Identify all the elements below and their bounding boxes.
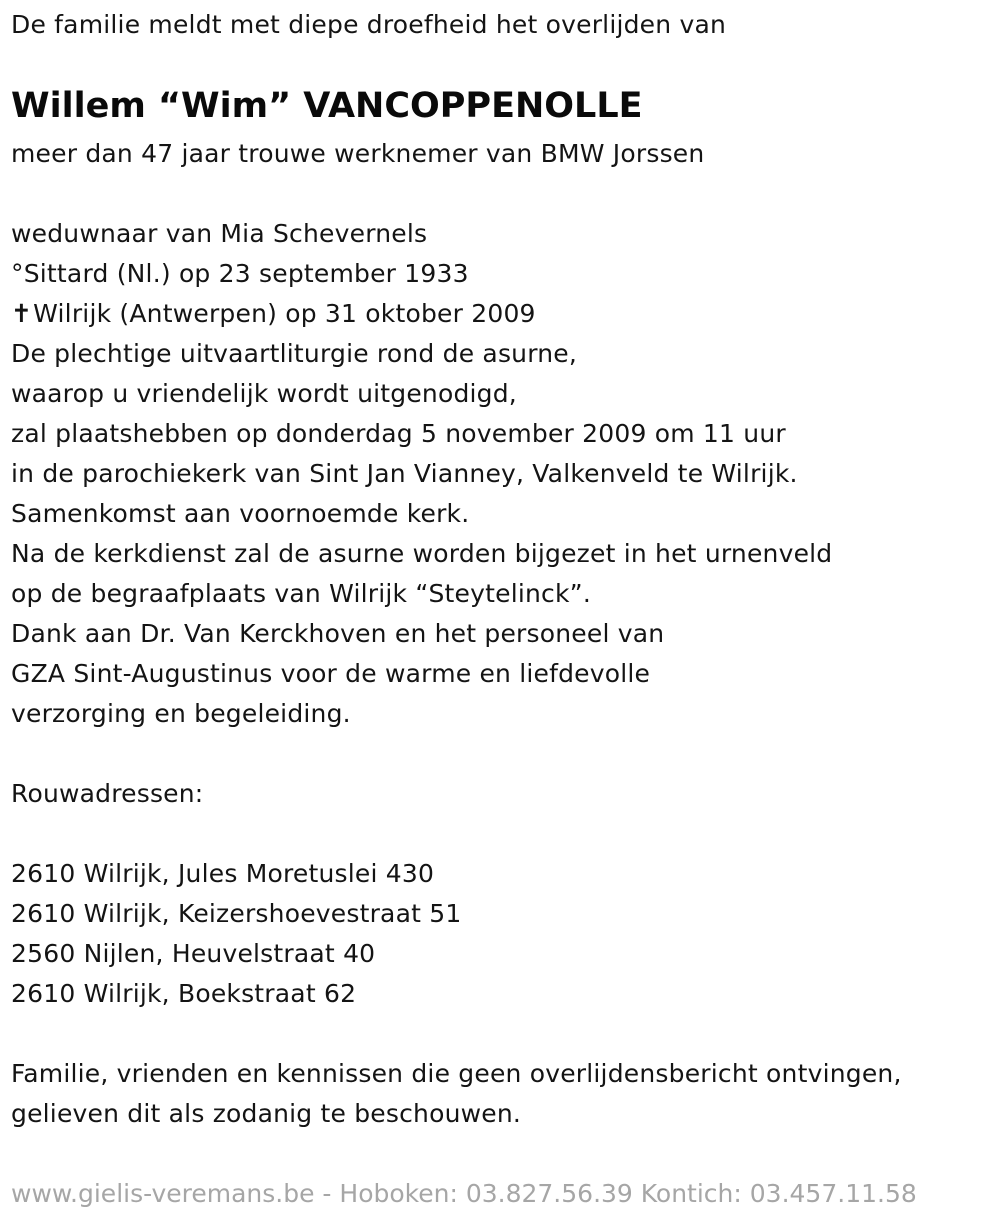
intro-text: De familie meldt met diepe droefheid het overlijden van xyxy=(11,10,727,39)
body-line: waarop u vriendelijk wordt uitgenodigd, xyxy=(11,379,517,408)
address-line: 2610 Wilrijk, Boekstraat 62 xyxy=(11,979,357,1008)
address-line: 2610 Wilrijk, Jules Moretuslei 430 xyxy=(11,859,435,888)
cross-icon: ✝ xyxy=(11,299,33,328)
closing-line: gelieven dit als zodanig te beschouwen. xyxy=(11,1099,522,1128)
address-line: 2610 Wilrijk, Keizershoevestraat 51 xyxy=(11,899,462,928)
body-line: Dank aan Dr. Van Kerckhoven en het personeel van xyxy=(11,619,665,648)
death-text: Wilrijk (Antwerpen) op 31 oktober 2009 xyxy=(33,299,536,328)
body-line: op de begraafplaats van Wilrijk “Steytelinck”. xyxy=(11,579,591,608)
subtitle-text: meer dan 47 jaar trouwe werknemer van BMW Jorssen xyxy=(11,139,705,168)
body-line: De plechtige uitvaartliturgie rond de asurne, xyxy=(11,339,578,368)
closing-line: Familie, vrienden en kennissen die geen overlijdensbericht ontvingen, xyxy=(11,1059,902,1088)
death-line xyxy=(11,294,536,334)
body-line: zal plaatshebben op donderdag 5 november 2009 om 11 uur xyxy=(11,419,786,448)
body-line: verzorging en begeleiding. xyxy=(11,699,351,728)
body-line: Samenkomst aan voornoemde kerk. xyxy=(11,499,470,528)
address-line: 2560 Nijlen, Heuvelstraat 40 xyxy=(11,939,376,968)
deceased-name: Willem “Wim” VANCOPPENOLLE xyxy=(11,86,643,126)
body-line: Na de kerkdienst zal de asurne worden bijgezet in het urnenveld xyxy=(11,539,833,568)
addresses-heading: Rouwadressen: xyxy=(11,779,204,808)
birth-text: °Sittard (Nl.) op 23 september 1933 xyxy=(11,259,469,288)
body-line: GZA Sint-Augustinus voor de warme en liefdevolle xyxy=(11,659,651,688)
body-line: in de parochiekerk van Sint Jan Vianney, Valkenveld te Wilrijk. xyxy=(11,459,798,488)
widower-text: weduwnaar van Mia Schevernels xyxy=(11,219,428,248)
footer-contact: www.gielis-veremans.be - Hoboken: 03.827.56.39 Kontich: 03.457.11.58 xyxy=(11,1179,917,1208)
